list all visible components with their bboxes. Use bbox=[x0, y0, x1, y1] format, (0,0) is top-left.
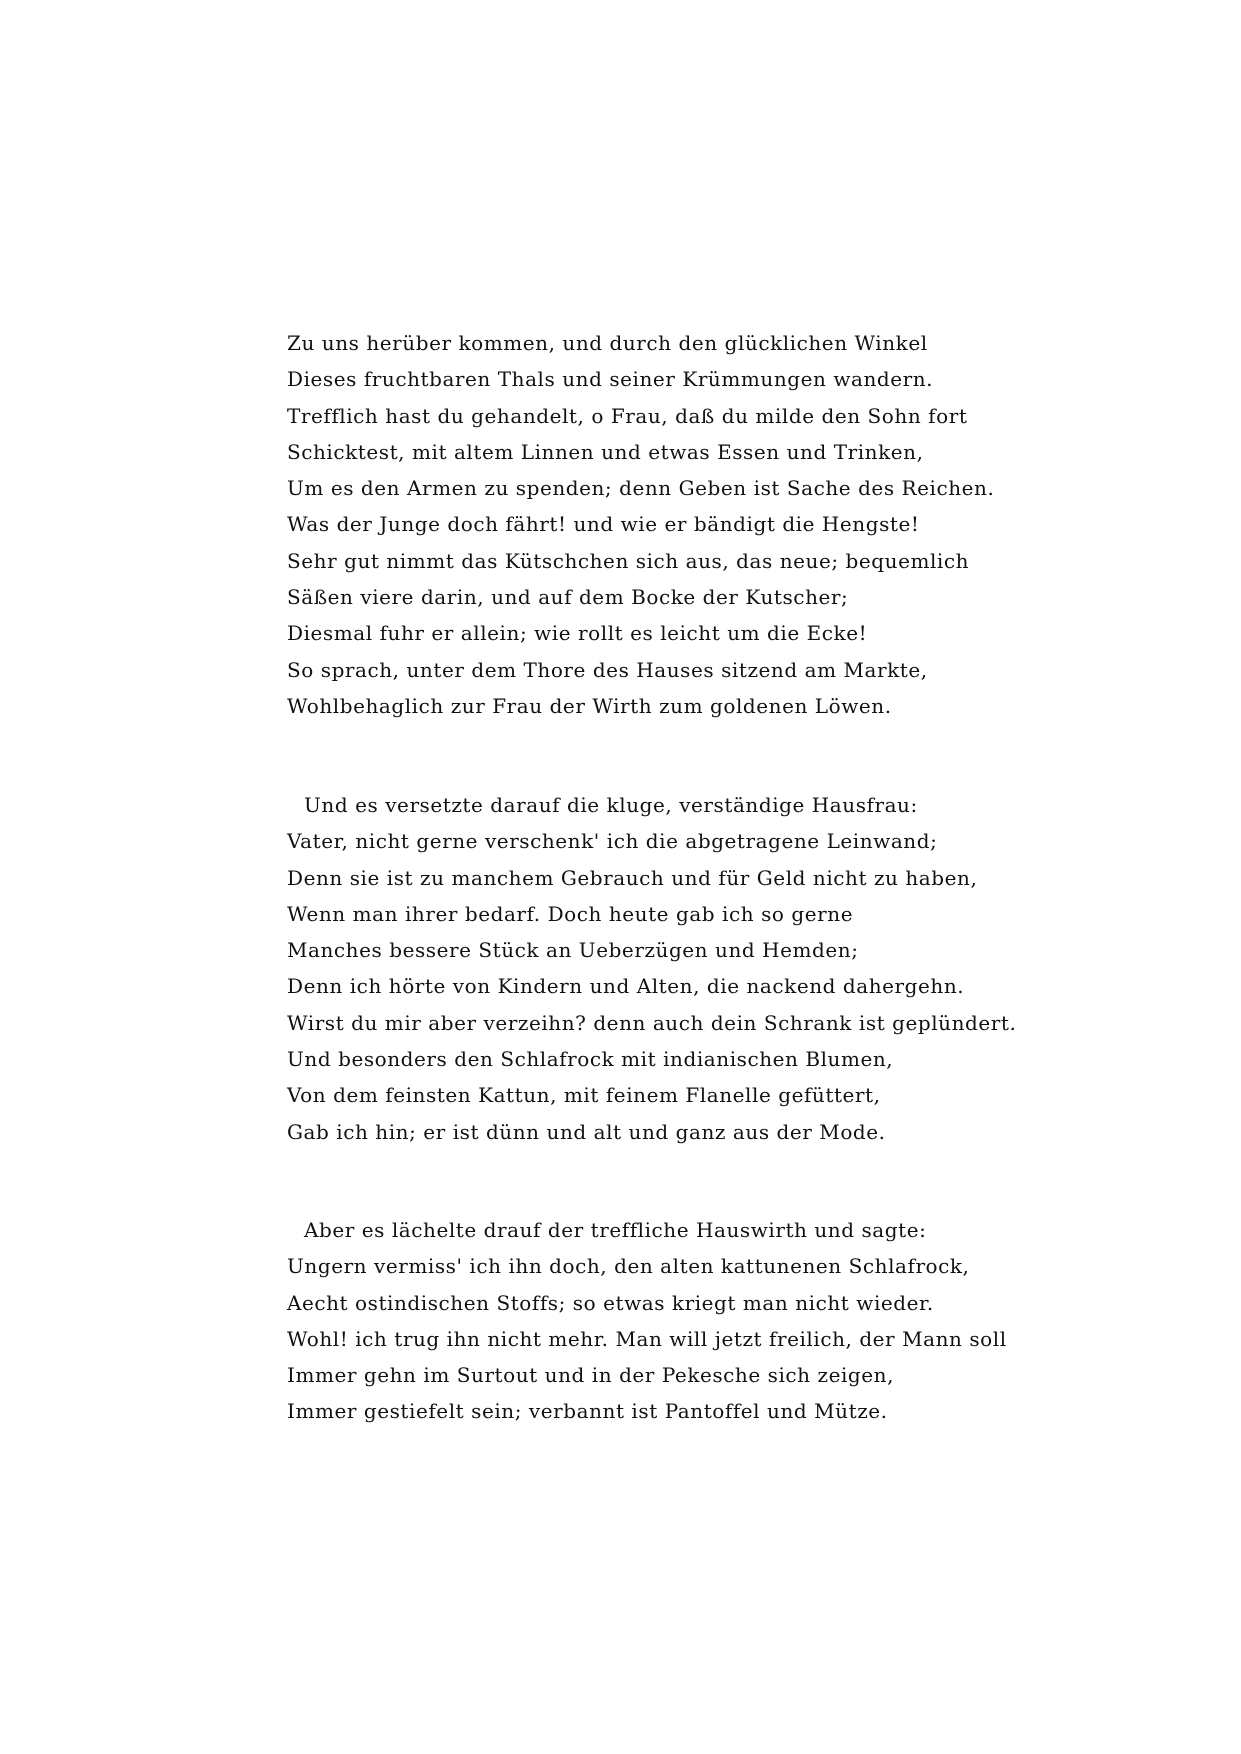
verse-line: Zu uns herüber kommen, und durch den glücklichen Winkel bbox=[287, 331, 928, 355]
verse-line: Ungern vermiss' ich ihn doch, den alten kattunenen Schlafrock, bbox=[287, 1254, 970, 1279]
verse-line: Was der Junge doch fährt! und wie er bändigt die Hengste! bbox=[287, 512, 920, 537]
stanza-1 bbox=[287, 325, 995, 724]
verse-line: Denn sie ist zu manchem Gebrauch und für Geld nicht zu haben, bbox=[287, 865, 978, 890]
verse-line: Wenn man ihrer bedarf. Doch heute gab ich so gerne bbox=[287, 901, 854, 926]
verse-line: Vater, nicht gerne verschenk' ich die abgetragene Leinwand; bbox=[287, 829, 938, 854]
verse-line: Manches bessere Stück an Ueberzügen und Hemden; bbox=[287, 938, 859, 963]
verse-line: Und besonders den Schlafrock mit indianischen Blumen, bbox=[287, 1047, 894, 1072]
verse-line: Von dem feinsten Kattun, mit feinem Flanelle gefüttert, bbox=[287, 1083, 881, 1108]
verse-line: Denn ich hörte von Kindern und Alten, die nackend dahergehn. bbox=[287, 974, 965, 999]
verse-line: Säßen viere darin, und auf dem Bocke der Kutscher; bbox=[287, 585, 849, 610]
verse-line: Gab ich hin; er ist dünn und alt und ganz aus der Mode. bbox=[287, 1119, 886, 1144]
verse-line: Aber es lächelte drauf der treffliche Hauswirth und sagte: bbox=[304, 1218, 927, 1242]
verse-line: Aecht ostindischen Stoffs; so etwas kriegt man nicht wieder. bbox=[287, 1290, 934, 1315]
verse-line: Um es den Armen zu spenden; denn Geben ist Sache des Reichen. bbox=[287, 476, 995, 501]
stanza-3 bbox=[287, 1212, 1007, 1430]
verse-line: Wohl! ich trug ihn nicht mehr. Man will jetzt freilich, der Mann soll bbox=[287, 1326, 1007, 1351]
verse-line: So sprach, unter dem Thore des Hauses sitzend am Markte, bbox=[287, 657, 928, 682]
verse-line: Schicktest, mit altem Linnen und etwas Essen und Trinken, bbox=[287, 439, 924, 464]
stanza-2 bbox=[287, 787, 1017, 1150]
verse-line: Immer gehn im Surtout und in der Pekesche sich zeigen, bbox=[287, 1363, 895, 1388]
verse-line: Wirst du mir aber verzeihn? denn auch dein Schrank ist geplündert. bbox=[287, 1010, 1017, 1035]
verse-line: Und es versetzte darauf die kluge, verständige Hausfrau: bbox=[304, 793, 918, 817]
verse-line: Diesmal fuhr er allein; wie rollt es leicht um die Ecke! bbox=[287, 621, 868, 646]
verse-line: Sehr gut nimmt das Kütschchen sich aus, das neue; bequemlich bbox=[287, 548, 970, 573]
verse-line: Dieses fruchtbaren Thals und seiner Krümmungen wandern. bbox=[287, 367, 934, 392]
verse-line: Immer gestiefelt sein; verbannt ist Pantoffel und Mütze. bbox=[287, 1399, 888, 1424]
verse-line: Trefflich hast du gehandelt, o Frau, daß du milde den Sohn fort bbox=[287, 403, 968, 428]
verse-line: Wohlbehaglich zur Frau der Wirth zum goldenen Löwen. bbox=[287, 693, 892, 718]
